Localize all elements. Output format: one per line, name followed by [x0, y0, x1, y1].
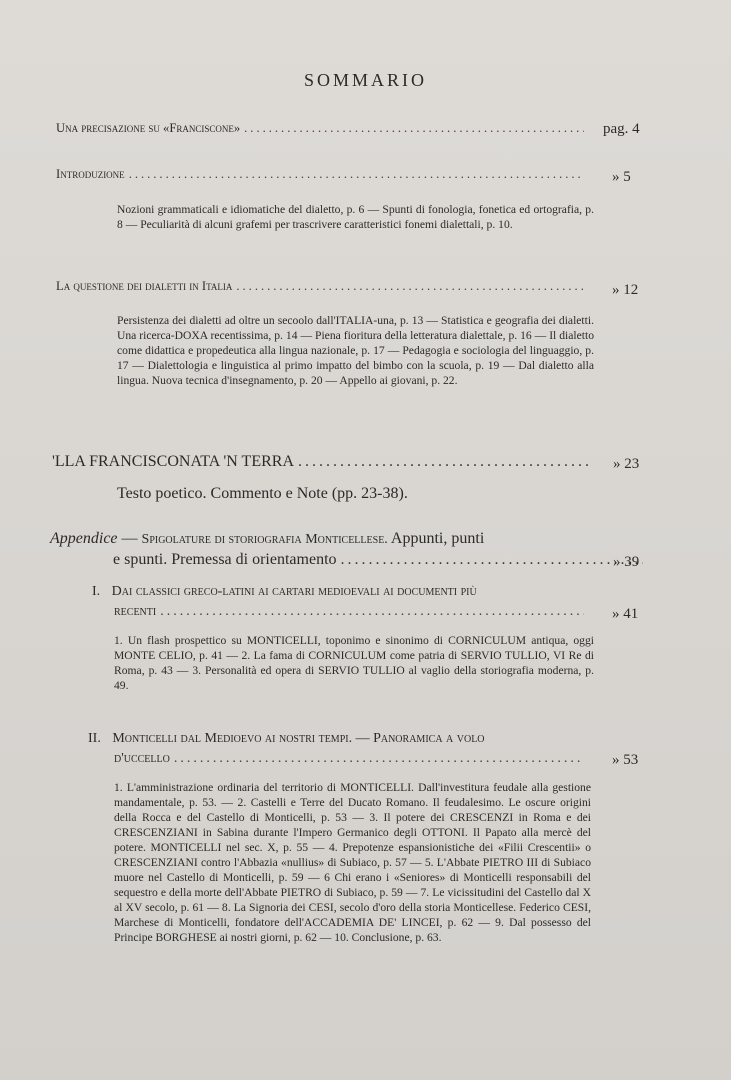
entry-number: I. [92, 584, 101, 599]
entry-title-line2: e spunti. Premessa di orientamento [113, 551, 337, 568]
entry-page: » 5 [612, 169, 631, 185]
entry-title: Una precisazione su «Franciscone» [56, 121, 241, 135]
leader-dots [129, 167, 584, 182]
entry-page: » 23 [613, 456, 640, 472]
entry-title: Spigolature di storiografia Monticellese. [141, 532, 388, 547]
entry-title: Monticelli dal Medioevo ai nostri tempi. — Panoramica a volo [112, 731, 485, 746]
entry-number: II. [88, 731, 101, 746]
entry-title-line2: d'uccello [114, 751, 170, 766]
leader-dots [244, 121, 584, 136]
entry-title-line2: recenti [114, 604, 157, 619]
entry-description: 1. L'amministrazione ordinaria del territorio di MONTICELLI. Dall'investitura feudale alla gestione mandamentale, p. 53. — 2. Castelli e Terre del Ducato Romano. Il feudalesimo. Le oscure origini della Rocca e del Castello di Monticelli, p. 53 — 3. Il potere dei CRESCENZI in Roma e dei CRESCENZIANI in Sabina durante l'Impero Germanico degli OTTONI. Il Papato alla mercè del potere. MONTICELLI nel sec. X, p. 55 — 4. Prepotenze espansionistiche dei «Filii Crescentii» o CRESCENZIANI contro l'Abbazia «nullius» di Subiaco, p. 57 — 5. L'Abbate PIETRO III di Subiaco muore nel Castello di Monticelli, p. 59 — 6 Chi erano i «Seniores» di Monticelli responsabili del sequestro e della morte dell'Abbate PIETRO di Subiaco, p. 59 — 7. Le vicissitudini del Castello dal X al XV secolo, p. 61 — 8. La Signoria dei CESI, secolo d'oro della storia Monticellese. Federico CESI, Marchese di Monticelli, fondatore dell'ACCADEMIA DE' LINCEI, p. 62 — 9. Dal possesso del Principe BORGHESE ai nostri giorni, p. 62 — 10. Conclusione, p. 63. [114, 781, 591, 944]
leader-dots [236, 279, 584, 294]
toc-entry [56, 167, 588, 182]
entry-page: » 39 [613, 554, 640, 570]
entry-label: Appendice [50, 530, 118, 547]
entry-description: Nozioni grammaticali e idiomatiche del dialetto, p. 6 — Spunti di fonologia, fonetica ed ortografia, p. 8 — Peculiarità di alcuni grafemi per trascrivere caratteristici fonemi dialettali, p. 10. [117, 203, 594, 231]
entry-title: La questione dei dialetti in Italia [56, 279, 233, 293]
toc-entry [56, 279, 588, 294]
leader-dots [298, 453, 592, 471]
toc-entry [56, 121, 588, 136]
entry-title: 'LLA FRANCISCONATA 'N TERRA [52, 453, 294, 470]
entry-title: Dai classici greco-latini ai cartari medioevali ai documenti più [111, 584, 477, 599]
leader-dots [341, 550, 643, 570]
toc-entry [92, 582, 588, 622]
entry-subtitle: Testo poetico. Commento e Note (pp. 23-38). [117, 485, 408, 502]
toc-entry: Appendice — Spigolature di storiografia Monticellese. Appunti, punti e spunti. Premessa di orientamento ..... [50, 529, 590, 570]
entry-title: Introduzione [56, 167, 125, 181]
toc-entry [52, 453, 596, 471]
leader-dots [160, 602, 584, 622]
entry-title-rest: Appunti, punti [390, 530, 485, 547]
leader-dots [174, 749, 584, 769]
entry-page: » 53 [612, 752, 639, 768]
entry-page: » 41 [612, 606, 639, 622]
entry-description: 1. Un flash prospettico su MONTICELLI, toponimo e sinonimo di CORNICULUM antiqua, oggi MONTE CELIO, p. 41 — 2. La fama di CORNICULUM come patria di SERVIO TULLIO, VI Re di Roma, p. 43 — 3. Personalità ed opera di SERVIO TULLIO al vaglio della storiografia moderna, p. 49. [114, 634, 594, 692]
toc-entry [88, 729, 588, 769]
entry-page: pag. 4 [603, 121, 640, 137]
entry-description: Persistenza dei dialetti ad oltre un secoolo dall'ITALIA-una, p. 13 — Statistica e geografia dei dialetti. Una ricerca-DOXA recentissima, p. 14 — Piena fioritura della letteratura dialettale, p. 16 — Il dialetto come didattica e propedeutica alla lingua nazionale, p. 17 — Pedagogia e sociologia del linguaggio, p. 17 — Dialettologia e linguistica al primo impatto del bimbo con la scuola, p. 19 — Dal dialetto alla lingua. Nuova tecnica d'insegnamento, p. 20 — Appello ai giovani, p. 22. [117, 314, 594, 387]
entry-page: » 12 [612, 282, 639, 298]
page-title: SOMMARIO [303, 70, 428, 90]
